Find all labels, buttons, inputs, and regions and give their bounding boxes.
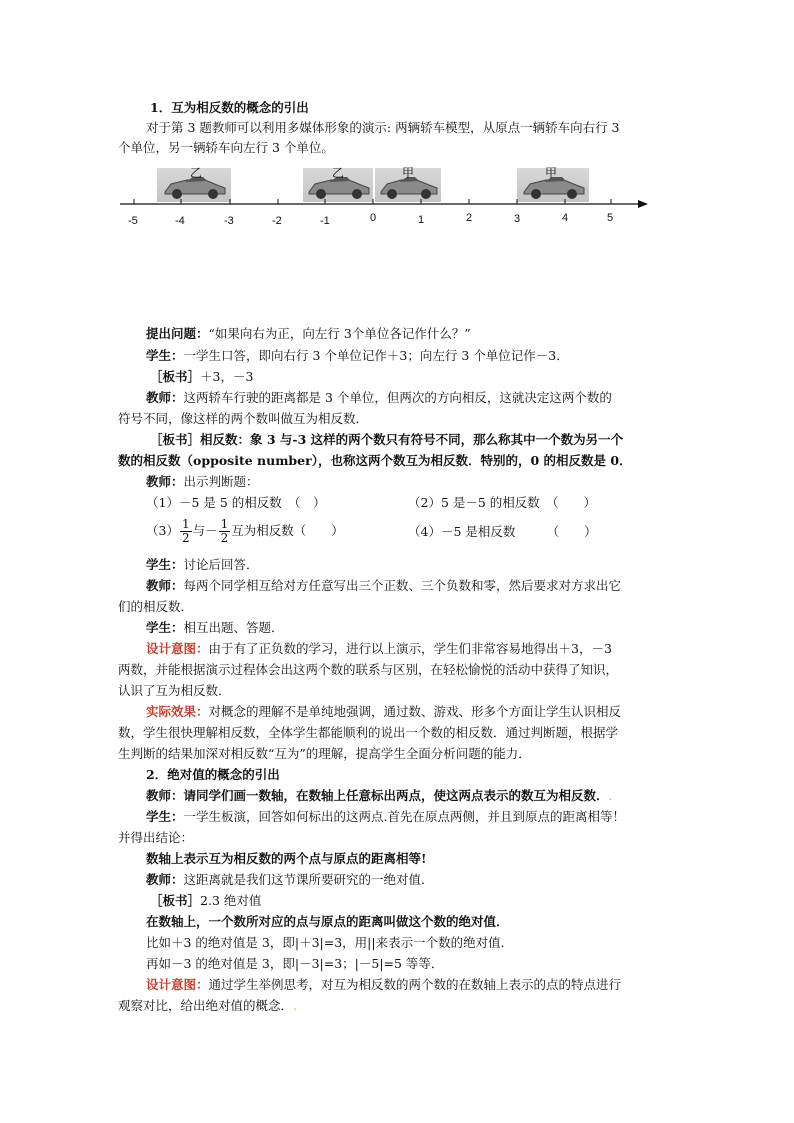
student-text: 一学生板演，回答如何标出的这两点.首先在原点两侧，并且到原点的距离相等！ (183, 809, 625, 824)
fraction (219, 518, 231, 545)
tick-label: -4 (175, 215, 185, 227)
tick-label: -5 (128, 215, 138, 227)
effect-line (146, 704, 621, 720)
board-label: ［板书］ (150, 893, 201, 908)
tick-label: 3 (514, 213, 521, 225)
student-text: 讨论后回答． (183, 557, 259, 572)
judge-item-1: （1）－5 是 5 的相反数 （ ） (146, 495, 326, 510)
teacher-line (146, 578, 621, 594)
teacher-line (146, 390, 612, 406)
teacher-label: 教师： (146, 390, 184, 405)
fraction (180, 518, 192, 545)
tick-label: 2 (466, 212, 473, 224)
fraction-denominator: 2 (181, 531, 190, 545)
teacher-text: 每两个同学相互给对方任意写出三个正数、三个负数和零，然后要求对方求出它 (183, 578, 622, 593)
design-intent-text: 由于有了正负数的学习，进行以上演示，学生们非常容易地得出＋3，－3 (208, 641, 612, 656)
student-label: 学生： (146, 348, 184, 363)
axis-arrow-icon (638, 200, 648, 208)
tick-label: 0 (370, 212, 377, 224)
teacher-text: 这距离就是我们这节课所要研究的一绝对值． (183, 872, 434, 887)
number-line-axis (118, 196, 654, 216)
effect-cont: 生判断的结果加深对相反数“互为”的理解，提高学生全面分析问题的能力． (118, 746, 531, 761)
judge-item-3-mid: 与－ (192, 523, 218, 538)
intro-line-1: 对于第 3 题教师可以利用多媒体形象的演示: 两辆轿车模型，从原点一辆轿车向右行 3 (146, 120, 620, 135)
trailing-dot: . (608, 788, 613, 803)
tick-label: 4 (562, 212, 569, 224)
fraction-numerator: 1 (181, 517, 190, 531)
student-label: 学生： (146, 809, 184, 824)
design-intent-line (146, 977, 621, 993)
tick-label: -1 (320, 215, 330, 227)
teacher-label: 教师： (146, 474, 184, 489)
design-intent-text: 通过学生举例思考，对互为相反数的两个数的在数轴上表示的点的特点进行 (208, 977, 622, 992)
question-label: 提出问题： (146, 326, 209, 341)
tick-label: 5 (607, 212, 614, 224)
car-label-yi: 乙 (332, 166, 345, 180)
judge-item-3-suffix: 互为相反数（ ） (231, 523, 344, 538)
teacher-line-cont: 们的相反数． (118, 599, 194, 614)
question-text: “如果向右为正，向左行 3个单位各记作什么？” (208, 326, 471, 341)
definition-line: 在数轴上，一个数所对应的点与原点的距离叫做这个数的绝对值． (146, 914, 509, 929)
judge-item-4: （4）－5 是相反数 （ ） (408, 524, 597, 539)
design-intent-cont: 认识了互为相反数． (118, 683, 231, 698)
student-label: 学生： (146, 557, 184, 572)
design-intent-cont: 两数，并能根据演示过程体会出这两个数的联系与区别，在轻松愉悦的活动中获得了知识， (118, 662, 619, 677)
board-definition-line-2: 数的相反数（opposite number），也称这两个数互为相反数．特别的，0 的相反数是 0． (118, 453, 632, 468)
design-intent-label: 设计意图： (146, 641, 209, 656)
teacher-text: 这两轿车行驶的距离都是 3 个单位，但两次的方向相反，这就决定这两个数的 (183, 390, 612, 405)
effect-cont: 数，学生很快理解相反数，全体学生都能顺利的说出一个数的相反数．通过判断题，根据学 (118, 725, 619, 740)
fraction-numerator: 1 (220, 517, 229, 531)
section2-title: 2．绝对值的概念的引出 (146, 767, 280, 782)
teacher-text: 请同学们画一数轴，在数轴上任意标出两点，使这两点表示的数互为相反数． (183, 788, 609, 803)
example-line-2: 再如－3 的绝对值是 3，即|－3|=3；|－5|=5 等等． (146, 956, 444, 971)
section1-title: 1．互为相反数的概念的引出 (150, 100, 309, 115)
teacher-line (146, 872, 434, 888)
design-intent-line (146, 641, 612, 657)
board-line (150, 369, 253, 385)
intro-line-2: 个单位，另一辆轿车向左行 3 个单位。 (118, 140, 334, 155)
student-text: 相互出题、答题． (183, 620, 284, 635)
teacher-line (146, 474, 259, 490)
design-intent-cont (118, 998, 297, 1014)
board-text: ＋3，－3 (200, 369, 254, 384)
car-label-jia: 甲 (545, 166, 558, 180)
effect-label: 实际效果： (146, 704, 209, 719)
student-line (146, 809, 625, 825)
teacher-label: 教师： (146, 872, 184, 887)
teacher-label: 教师： (146, 578, 184, 593)
fraction-denominator: 2 (220, 531, 229, 545)
conclusion-line: 数轴上表示互为相反数的两个点与原点的距离相等! (146, 851, 427, 866)
student-line (146, 620, 284, 636)
teacher-text: 出示判断题： (183, 474, 259, 489)
car-label-jia: 甲 (402, 166, 415, 180)
judge-item-2: （2）5 是－5 的相反数 （ ） (408, 495, 597, 510)
design-intent-label: 设计意图： (146, 977, 209, 992)
design-intent-text: 观察对比，给出绝对值的概念． (118, 998, 294, 1013)
car-label-yi: 乙 (190, 166, 203, 180)
effect-text: 对概念的理解不是单纯地强调，通过数、游戏、形多个方面让学生认识相反 (208, 704, 622, 719)
teacher-label: 教师： (146, 788, 184, 803)
student-line (146, 557, 259, 573)
board-line (150, 893, 261, 909)
student-line (146, 348, 569, 364)
board-text: 2.3 绝对值 (200, 893, 262, 908)
judge-item-3 (146, 516, 344, 546)
question-line (146, 326, 471, 342)
example-line-1: 比如＋3 的绝对值是 3，即|＋3|=3，用||来表示一个数的绝对值． (146, 935, 514, 950)
trailing-dot: . (293, 998, 297, 1013)
tick-label: -2 (272, 215, 282, 227)
judge-item-3-prefix: （3） (146, 523, 179, 538)
tick-label: -3 (224, 215, 234, 227)
teacher-line (146, 788, 613, 804)
student-text: 一学生口答，即向右行 3 个单位记作＋3；向左行 3 个单位记作－3． (183, 348, 569, 363)
board-label: ［板书］ (150, 369, 201, 384)
student-label: 学生： (146, 620, 184, 635)
student-line-cont: 并得出结论： (118, 830, 194, 845)
tick-label: 1 (418, 214, 425, 226)
board-definition-line-1: ［板书］相反数：象 3 与-3 这样的两个数只有符号不同，那么称其中一个数为另一个 (150, 432, 624, 447)
teacher-line-cont: 符号不同，像这样的两个数叫做互为相反数． (118, 411, 369, 426)
